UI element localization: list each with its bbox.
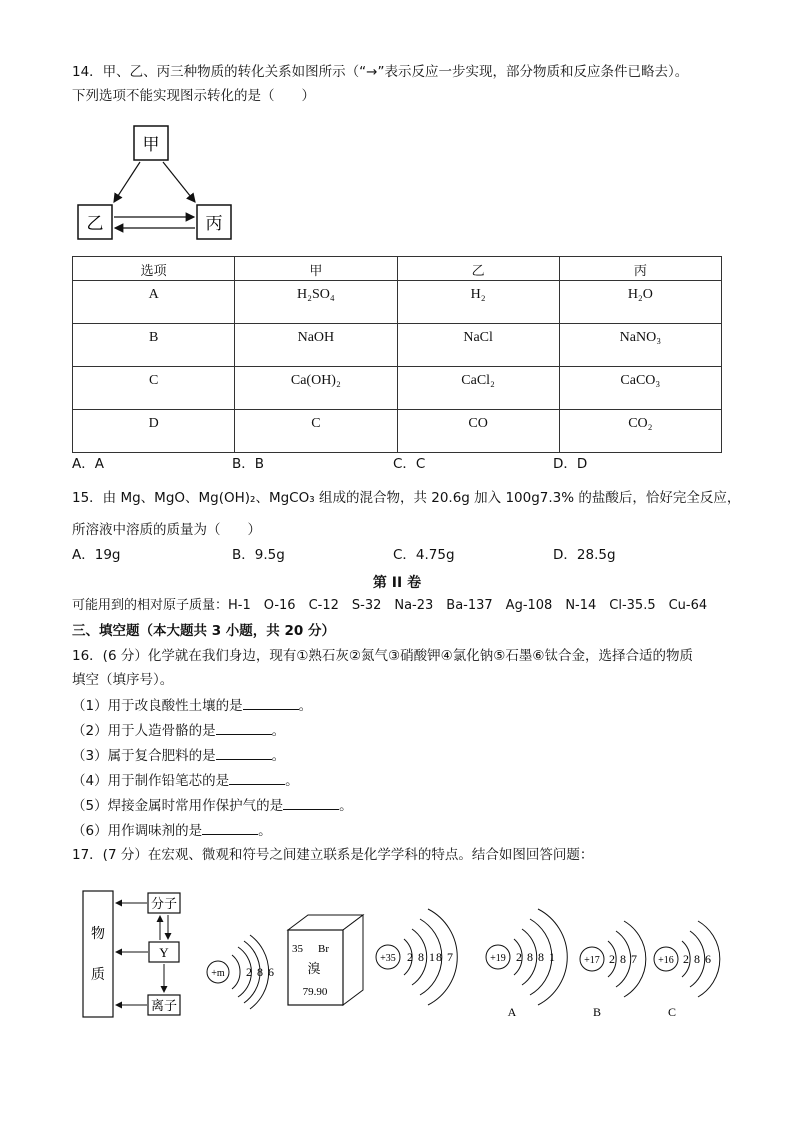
element-atomic-number: 35 [292, 943, 303, 955]
q16-stem-line1: 16．(6 分）化学就在我们身边，现有①熟石灰②氮气③硝酸钾④氯化钠⑤石墨⑥钛合金，选择合适的物质 [72, 648, 693, 664]
atom-label-c: C [667, 1005, 677, 1019]
svg-text:2 8 8 1: 2 8 8 1 [516, 950, 556, 964]
svg-text:+m: +m [211, 968, 225, 979]
answer-blank[interactable] [216, 746, 272, 760]
table-cell-bing: H₂O [559, 281, 721, 324]
table-row [73, 410, 722, 453]
table-row [73, 324, 722, 367]
q15-choice-b[interactable]: B．9.5g [232, 547, 285, 563]
diagram-node-jia: 甲 [142, 135, 160, 154]
svg-text:2 8 18 7: 2 8 18 7 [407, 950, 454, 964]
q16-item: （4）用于制作铅笔芯的是 。 [72, 773, 299, 789]
table-cell-option: D [73, 410, 235, 453]
table-row [73, 281, 722, 324]
svg-text:+35: +35 [380, 953, 396, 964]
atom-structure-c [654, 921, 720, 1019]
table-cell-yi: CO [397, 410, 559, 453]
atom-structure-m [207, 935, 275, 1009]
table-cell-jia: C [235, 410, 397, 453]
matter-concept-map [83, 891, 180, 1017]
diagram-node-bing: 丙 [205, 214, 223, 233]
atom-structure-b [580, 921, 646, 1019]
table-cell-yi: NaCl [397, 324, 559, 367]
table-cell-jia: H₂SO₄ [235, 281, 397, 324]
table-header-jia: 甲 [235, 257, 397, 281]
q16-item: （1）用于改良酸性土壤的是 。 [72, 698, 313, 714]
table-cell-bing: NaNO₃ [559, 324, 721, 367]
q14-options-table [72, 256, 722, 453]
q14-stem-line2: 下列选项不能实现图示转化的是（ ） [72, 88, 315, 104]
q15-choice-a[interactable]: A．19g [72, 547, 121, 563]
element-name: 溴 [307, 961, 321, 976]
svg-text:+19: +19 [490, 953, 506, 964]
svg-text:2 8 6: 2 8 6 [683, 952, 712, 966]
part-three-title: 三、填空题（本大题共 3 小题，共 20 分） [72, 623, 335, 639]
q15-choice-c[interactable]: C．4.75g [393, 547, 455, 563]
q14-choice-a[interactable]: A．A [72, 456, 104, 472]
svg-text:+17: +17 [584, 955, 600, 966]
atom-label-b: B [592, 1005, 602, 1019]
table-header-yi: 乙 [397, 257, 559, 281]
q14-choice-b[interactable]: B．B [232, 456, 265, 472]
table-cell-option: C [73, 367, 235, 410]
table-cell-yi: H₂ [397, 281, 559, 324]
answer-blank[interactable] [216, 721, 272, 735]
svg-text:+16: +16 [658, 955, 674, 966]
table-header-bing: 丙 [559, 257, 721, 281]
bromine-element-card [288, 915, 363, 1005]
q15-stem-line2: 所溶液中溶质的质量为（ ） [72, 522, 261, 538]
table-cell-option: A [73, 281, 235, 324]
q15-stem-line1: 15．由 Mg、MgO、Mg(OH)₂、MgCO₃ 组成的混合物，共 20.6g 加入 100g7.3% 的盐酸后，恰好完全反应， [72, 490, 741, 506]
atomic-masses-note: 可能用到的相对原子质量：H-1 O-16 C-12 S-32 Na-23 Ba-137 Ag-108 N-14 Cl-35.5 Cu-64 [72, 598, 708, 613]
ion-label: 离子 [150, 998, 178, 1013]
table-cell-yi: CaCl₂ [397, 367, 559, 410]
y-label: Y [159, 945, 169, 960]
svg-text:2 8 6: 2 8 6 [246, 965, 275, 979]
table-header-option: 选项 [73, 257, 235, 281]
q14-stem-line1: 14．甲、乙、丙三种物质的转化关系如图所示（“→”表示反应一步实现，部分物质和反应条件已略去）。 [72, 64, 689, 80]
table-cell-jia: Ca(OH)₂ [235, 367, 397, 410]
q17-stem: 17．(7 分）在宏观、微观和符号之间建立联系是化学学科的特点。结合如图回答问题： [72, 847, 594, 863]
element-symbol: Br [318, 943, 329, 955]
volume-title: 第 II 卷 [372, 575, 422, 591]
table-cell-option: B [73, 324, 235, 367]
q16-item: （3）属于复合肥料的是 。 [72, 748, 286, 764]
answer-blank[interactable] [202, 821, 258, 835]
atom-label-a: A [507, 1005, 517, 1019]
q15-choice-d[interactable]: D．28.5g [553, 547, 616, 563]
q14-conversion-diagram [70, 120, 240, 245]
answer-blank[interactable] [229, 771, 285, 785]
q16-stem-line2: 填空（填序号）。 [72, 672, 174, 688]
table-cell-bing: CaCO₃ [559, 367, 721, 410]
atom-structure-br [376, 909, 457, 1005]
atom-structure-a [486, 909, 567, 1019]
matter-char-1: 物 [91, 927, 105, 942]
q16-item: （6）用作调味剂的是 。 [72, 823, 272, 839]
table-cell-bing: CO₂ [559, 410, 721, 453]
q16-item: （5）焊接金属时常用作保护气的是 。 [72, 798, 353, 814]
answer-blank[interactable] [243, 696, 299, 710]
diagram-node-yi: 乙 [86, 214, 104, 233]
q16-item: （2）用于人造骨骼的是 。 [72, 723, 286, 739]
q17-figure [70, 875, 730, 1030]
table-row [73, 367, 722, 410]
svg-text:2 8 7: 2 8 7 [609, 952, 638, 966]
q14-choice-c[interactable]: C．C [393, 456, 426, 472]
element-mass: 79.90 [302, 986, 328, 998]
matter-char-2: 质 [91, 968, 105, 983]
table-cell-jia: NaOH [235, 324, 397, 367]
q14-choice-d[interactable]: D．D [553, 456, 588, 472]
molecule-label: 分子 [150, 896, 178, 911]
answer-blank[interactable] [283, 796, 339, 810]
